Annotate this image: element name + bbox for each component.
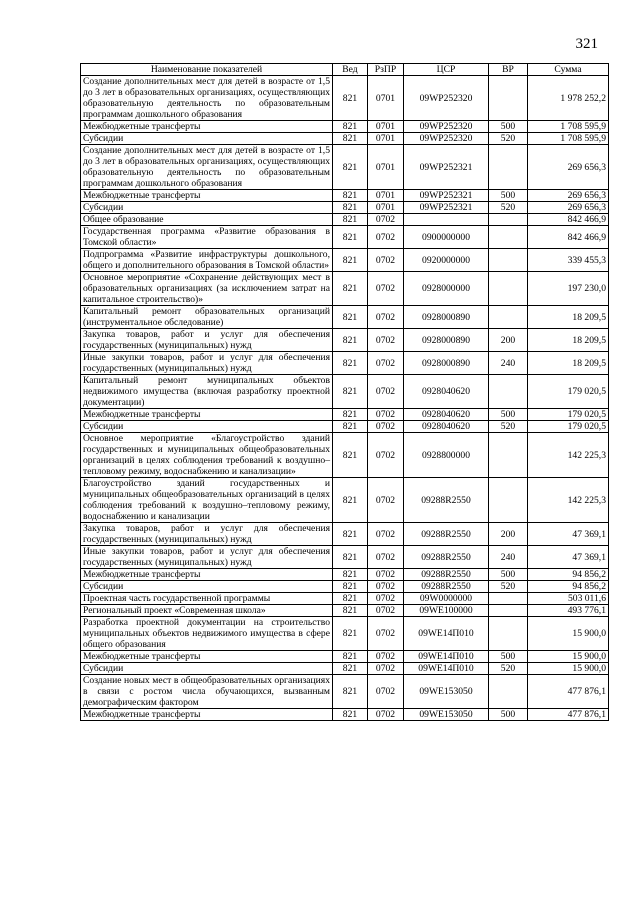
table-row [81, 76, 609, 121]
row-rzpr-cell: 0702 [368, 421, 404, 433]
row-ved-cell: 821 [333, 226, 368, 249]
row-csr-cell: 09288R2550 [404, 478, 489, 523]
header-sum: Сумма [528, 64, 609, 76]
row-name-cell: Межбюджетные трансферты [81, 190, 333, 202]
row-ved-cell: 821 [333, 675, 368, 709]
row-ved-cell: 821 [333, 76, 368, 121]
row-rzpr-cell: 0702 [368, 306, 404, 329]
row-vr-cell: 500 [489, 569, 528, 581]
row-ved-cell: 821 [333, 523, 368, 546]
row-ved-cell: 821 [333, 121, 368, 133]
row-rzpr-cell: 0702 [368, 352, 404, 375]
row-ved-cell: 821 [333, 329, 368, 352]
row-csr-cell: 0928040620 [404, 375, 489, 409]
row-csr-cell: 09WE14П010 [404, 617, 489, 651]
row-sum-cell: 18 209,5 [528, 306, 609, 329]
row-rzpr-cell: 0702 [368, 409, 404, 421]
row-rzpr-cell: 0701 [368, 76, 404, 121]
row-sum-cell: 18 209,5 [528, 352, 609, 375]
row-vr-cell [489, 226, 528, 249]
row-vr-cell: 240 [489, 352, 528, 375]
row-vr-cell [489, 478, 528, 523]
table-row [81, 202, 609, 214]
row-ved-cell: 821 [333, 352, 368, 375]
row-vr-cell: 240 [489, 546, 528, 569]
row-csr-cell: 09WE14П010 [404, 651, 489, 663]
row-rzpr-cell: 0702 [368, 581, 404, 593]
row-rzpr-cell: 0702 [368, 569, 404, 581]
table-row [81, 546, 609, 569]
row-vr-cell: 200 [489, 329, 528, 352]
table-row [81, 675, 609, 709]
row-vr-cell [489, 214, 528, 226]
row-sum-cell: 47 369,1 [528, 546, 609, 569]
row-vr-cell [489, 306, 528, 329]
row-name-cell: Межбюджетные трансферты [81, 651, 333, 663]
row-ved-cell: 821 [333, 214, 368, 226]
table-row [81, 593, 609, 605]
row-rzpr-cell: 0702 [368, 523, 404, 546]
row-name-cell: Иные закупки товаров, работ и услуг для обеспечения государственных (муниципальных) нужд [81, 352, 333, 375]
row-vr-cell [489, 249, 528, 272]
row-sum-cell: 269 656,3 [528, 202, 609, 214]
row-ved-cell: 821 [333, 272, 368, 306]
row-csr-cell: 09WP252321 [404, 190, 489, 202]
row-ved-cell: 821 [333, 433, 368, 478]
row-csr-cell: 0928040620 [404, 409, 489, 421]
row-rzpr-cell: 0702 [368, 617, 404, 651]
row-name-cell: Субсидии [81, 421, 333, 433]
table-row [81, 663, 609, 675]
budget-table [80, 63, 609, 721]
row-name-cell: Основное мероприятие «Сохранение действующих мест в образовательных организациях (за исключением затрат на капитальное строительство)» [81, 272, 333, 306]
row-ved-cell: 821 [333, 421, 368, 433]
row-sum-cell: 477 876,1 [528, 675, 609, 709]
table-row [81, 523, 609, 546]
row-csr-cell: 09WP252321 [404, 202, 489, 214]
row-ved-cell: 821 [333, 605, 368, 617]
header-name: Наименование показателей [81, 64, 333, 76]
table-body [81, 76, 609, 721]
row-sum-cell: 1 978 252,2 [528, 76, 609, 121]
table-row [81, 121, 609, 133]
row-csr-cell: 0920000000 [404, 249, 489, 272]
row-rzpr-cell: 0702 [368, 375, 404, 409]
header-rzpr: РзПР [368, 64, 404, 76]
row-ved-cell: 821 [333, 663, 368, 675]
table-row [81, 329, 609, 352]
row-sum-cell: 94 856,2 [528, 569, 609, 581]
row-sum-cell: 1 708 595,9 [528, 121, 609, 133]
row-name-cell: Капитальный ремонт муниципальных объектов недвижимого имущества (включая разработку проектной документации) [81, 375, 333, 409]
row-csr-cell: 0900000000 [404, 226, 489, 249]
row-sum-cell: 842 466,9 [528, 226, 609, 249]
table-row [81, 409, 609, 421]
header-csr: ЦСР [404, 64, 489, 76]
row-rzpr-cell: 0702 [368, 226, 404, 249]
row-vr-cell: 500 [489, 190, 528, 202]
row-ved-cell: 821 [333, 249, 368, 272]
table-row [81, 352, 609, 375]
row-csr-cell: 09W0000000 [404, 593, 489, 605]
row-sum-cell: 179 020,5 [528, 375, 609, 409]
row-csr-cell: 09WE100000 [404, 605, 489, 617]
table-row [81, 190, 609, 202]
row-rzpr-cell: 0701 [368, 202, 404, 214]
row-vr-cell: 500 [489, 709, 528, 721]
table-row [81, 249, 609, 272]
row-csr-cell: 09WP252320 [404, 133, 489, 145]
row-rzpr-cell: 0701 [368, 133, 404, 145]
table-row [81, 651, 609, 663]
header-ved: Вед [333, 64, 368, 76]
row-csr-cell: 0928000890 [404, 306, 489, 329]
row-vr-cell: 200 [489, 523, 528, 546]
row-vr-cell [489, 605, 528, 617]
row-csr-cell: 09WE153050 [404, 675, 489, 709]
row-rzpr-cell: 0701 [368, 145, 404, 190]
row-sum-cell: 339 455,3 [528, 249, 609, 272]
row-vr-cell: 520 [489, 581, 528, 593]
header-vr: ВР [489, 64, 528, 76]
row-rzpr-cell: 0701 [368, 190, 404, 202]
row-csr-cell: 0928040620 [404, 421, 489, 433]
row-ved-cell: 821 [333, 478, 368, 523]
row-sum-cell: 94 856,2 [528, 581, 609, 593]
row-ved-cell: 821 [333, 375, 368, 409]
row-sum-cell: 142 225,3 [528, 433, 609, 478]
table-row [81, 478, 609, 523]
row-rzpr-cell: 0702 [368, 214, 404, 226]
row-csr-cell: 09288R2550 [404, 581, 489, 593]
row-vr-cell [489, 617, 528, 651]
row-name-cell: Создание новых мест в общеобразовательных организациях в связи с ростом числа обучающихся, вызванным демографическим фактором [81, 675, 333, 709]
row-rzpr-cell: 0701 [368, 121, 404, 133]
row-csr-cell: 09WP252320 [404, 76, 489, 121]
row-sum-cell: 493 776,1 [528, 605, 609, 617]
row-ved-cell: 821 [333, 133, 368, 145]
table-row [81, 272, 609, 306]
row-vr-cell: 500 [489, 121, 528, 133]
row-rzpr-cell: 0702 [368, 272, 404, 306]
row-csr-cell: 09WE14П010 [404, 663, 489, 675]
row-ved-cell: 821 [333, 569, 368, 581]
row-rzpr-cell: 0702 [368, 605, 404, 617]
row-vr-cell: 520 [489, 421, 528, 433]
table-row [81, 605, 609, 617]
row-name-cell: Основное мероприятие «Благоустройство зданий государственных и муниципальных общеобразовательных организаций в целях соблюдения требований к воздушно–тепловому режиму, водоснабжению и канализации» [81, 433, 333, 478]
row-sum-cell: 269 656,3 [528, 190, 609, 202]
row-sum-cell: 179 020,5 [528, 421, 609, 433]
row-name-cell: Государственная программа «Развитие образования в Томской области» [81, 226, 333, 249]
row-vr-cell [489, 375, 528, 409]
row-name-cell: Межбюджетные трансферты [81, 569, 333, 581]
row-name-cell: Межбюджетные трансферты [81, 121, 333, 133]
row-ved-cell: 821 [333, 617, 368, 651]
row-rzpr-cell: 0702 [368, 651, 404, 663]
row-rzpr-cell: 0702 [368, 663, 404, 675]
row-csr-cell: 09WP252320 [404, 121, 489, 133]
row-vr-cell [489, 675, 528, 709]
table-row [81, 581, 609, 593]
row-vr-cell: 500 [489, 409, 528, 421]
row-name-cell: Субсидии [81, 663, 333, 675]
row-name-cell: Общее образование [81, 214, 333, 226]
row-name-cell: Капитальный ремонт образовательных организаций (инструментальное обследование) [81, 306, 333, 329]
row-vr-cell [489, 272, 528, 306]
row-rzpr-cell: 0702 [368, 433, 404, 478]
table-row [81, 433, 609, 478]
row-ved-cell: 821 [333, 651, 368, 663]
row-name-cell: Субсидии [81, 581, 333, 593]
row-sum-cell: 15 900,0 [528, 617, 609, 651]
table-row [81, 709, 609, 721]
row-name-cell: Подпрограмма «Развитие инфраструктуры дошкольного, общего и дополнительного образования в Томской области» [81, 249, 333, 272]
table-row [81, 421, 609, 433]
row-ved-cell: 821 [333, 145, 368, 190]
row-rzpr-cell: 0702 [368, 593, 404, 605]
row-csr-cell: 0928800000 [404, 433, 489, 478]
row-csr-cell: 09288R2550 [404, 523, 489, 546]
row-name-cell: Иные закупки товаров, работ и услуг для обеспечения государственных (муниципальных) нужд [81, 546, 333, 569]
row-sum-cell: 503 011,6 [528, 593, 609, 605]
row-name-cell: Субсидии [81, 202, 333, 214]
row-rzpr-cell: 0702 [368, 709, 404, 721]
row-sum-cell: 179 020,5 [528, 409, 609, 421]
row-vr-cell [489, 76, 528, 121]
row-vr-cell: 520 [489, 663, 528, 675]
row-sum-cell: 197 230,0 [528, 272, 609, 306]
row-vr-cell [489, 145, 528, 190]
table-row [81, 133, 609, 145]
row-sum-cell: 269 656,3 [528, 145, 609, 190]
table-row [81, 226, 609, 249]
row-name-cell: Создание дополнительных мест для детей в возрасте от 1,5 до 3 лет в образовательных организациях, осуществляющих образовательную деятельность по образовательным программам дошкольного образования [81, 76, 333, 121]
table-row [81, 214, 609, 226]
row-vr-cell: 520 [489, 133, 528, 145]
row-csr-cell: 09288R2550 [404, 569, 489, 581]
row-csr-cell: 09WE153050 [404, 709, 489, 721]
table-row [81, 306, 609, 329]
row-csr-cell: 0928000890 [404, 329, 489, 352]
row-sum-cell: 15 900,0 [528, 651, 609, 663]
row-vr-cell [489, 593, 528, 605]
table-row [81, 145, 609, 190]
row-name-cell: Создание дополнительных мест для детей в возрасте от 1,5 до 3 лет в образовательных организациях, осуществляющих образовательную деятельность по образовательным программам дошкольного образования [81, 145, 333, 190]
page-number: 321 [575, 36, 598, 52]
row-ved-cell: 821 [333, 593, 368, 605]
row-ved-cell: 821 [333, 306, 368, 329]
row-name-cell: Межбюджетные трансферты [81, 709, 333, 721]
row-vr-cell: 520 [489, 202, 528, 214]
row-name-cell: Проектная часть государственной программы [81, 593, 333, 605]
row-sum-cell: 1 708 595,9 [528, 133, 609, 145]
row-vr-cell [489, 433, 528, 478]
row-ved-cell: 821 [333, 190, 368, 202]
row-sum-cell: 18 209,5 [528, 329, 609, 352]
row-name-cell: Закупка товаров, работ и услуг для обеспечения государственных (муниципальных) нужд [81, 523, 333, 546]
row-ved-cell: 821 [333, 409, 368, 421]
row-rzpr-cell: 0702 [368, 675, 404, 709]
row-rzpr-cell: 0702 [368, 329, 404, 352]
row-sum-cell: 47 369,1 [528, 523, 609, 546]
table-row [81, 617, 609, 651]
row-rzpr-cell: 0702 [368, 478, 404, 523]
row-csr-cell: 0928000890 [404, 352, 489, 375]
row-ved-cell: 821 [333, 202, 368, 214]
row-sum-cell: 842 466,9 [528, 214, 609, 226]
row-name-cell: Региональный проект «Современная школа» [81, 605, 333, 617]
row-csr-cell: 09288R2550 [404, 546, 489, 569]
row-sum-cell: 477 876,1 [528, 709, 609, 721]
row-rzpr-cell: 0702 [368, 249, 404, 272]
row-sum-cell: 142 225,3 [528, 478, 609, 523]
table-row [81, 375, 609, 409]
row-csr-cell [404, 214, 489, 226]
row-sum-cell: 15 900,0 [528, 663, 609, 675]
row-ved-cell: 821 [333, 546, 368, 569]
row-ved-cell: 821 [333, 709, 368, 721]
table-row [81, 569, 609, 581]
row-name-cell: Межбюджетные трансферты [81, 409, 333, 421]
row-name-cell: Закупка товаров, работ и услуг для обеспечения государственных (муниципальных) нужд [81, 329, 333, 352]
row-name-cell: Субсидии [81, 133, 333, 145]
row-ved-cell: 821 [333, 581, 368, 593]
row-csr-cell: 0928000000 [404, 272, 489, 306]
row-vr-cell: 500 [489, 651, 528, 663]
row-name-cell: Разработка проектной документации на строительство муниципальных объектов недвижимого имущества в сфере общего образования [81, 617, 333, 651]
table-header-row [81, 64, 609, 76]
row-name-cell: Благоустройство зданий государственных и муниципальных общеобразовательных организаций в целях соблюдения требований к воздушно–тепловому режиму, водоснабжению и канализации [81, 478, 333, 523]
row-rzpr-cell: 0702 [368, 546, 404, 569]
row-csr-cell: 09WP252321 [404, 145, 489, 190]
